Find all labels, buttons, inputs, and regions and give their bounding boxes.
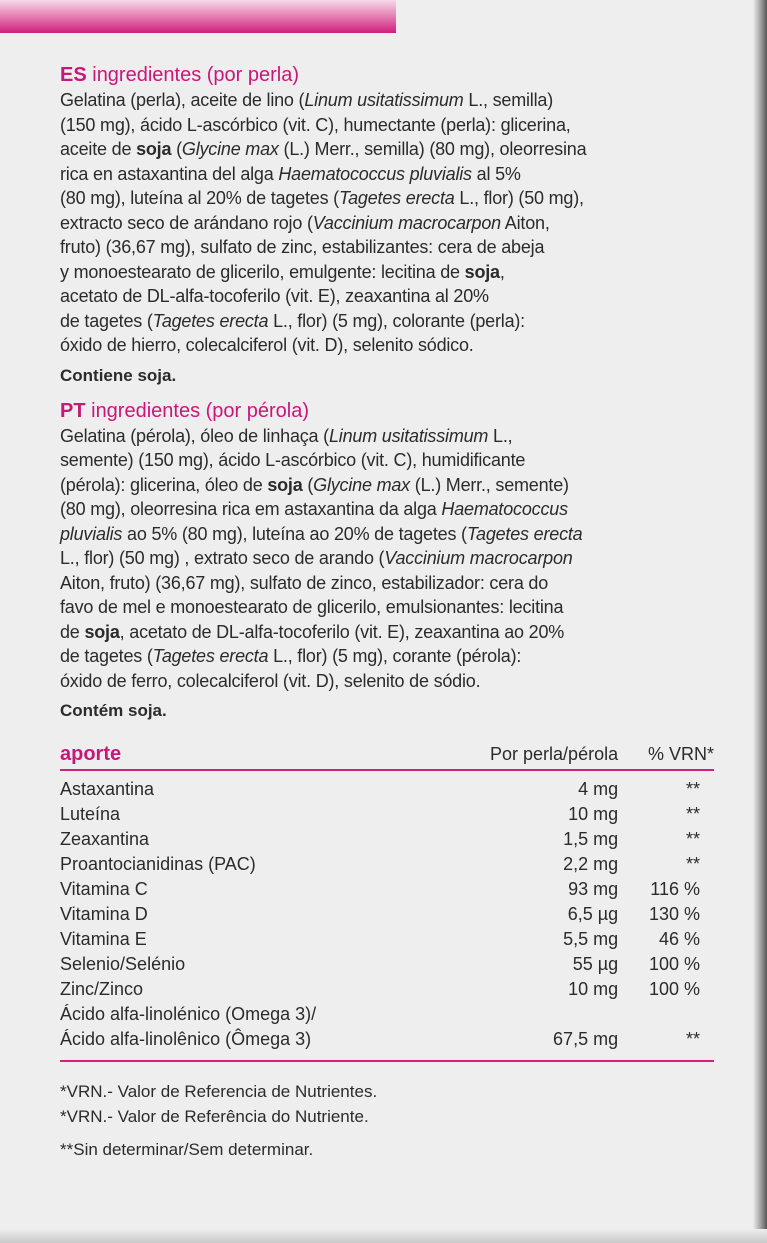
latin-name: Glycine max (313, 474, 410, 495)
ingredients-pt-text (60, 424, 720, 694)
package-edge-shadow (753, 0, 767, 1243)
ingredient-line (60, 333, 720, 358)
ingredient-line (60, 309, 720, 334)
ingredients-pt (60, 398, 720, 724)
amount-cell: 5,5 mg (563, 929, 619, 949)
text-segment: (150 mg), ácido L-ascórbico (vit. C), humectante (perla): glicerina, (60, 114, 571, 135)
nutrient-cell: Ácido alfa-linolénico (Omega 3)/ (60, 1004, 317, 1024)
text-segment: acetato de DL-alfa-tocoferilo (vit. E), zeaxantina al 20% (60, 286, 489, 306)
text-segment: , (499, 261, 505, 282)
ingredients-pt-heading (60, 398, 720, 424)
ingredient-line (60, 595, 720, 620)
text-segment: L., (488, 425, 513, 446)
header-per-pearl: Por perla/pérola (432, 743, 618, 770)
ingredient-line (60, 424, 720, 449)
table-row (60, 770, 714, 802)
nutrient-cell: Zeaxantina (60, 829, 150, 849)
amount-cell: 67,5 mg (432, 1027, 618, 1061)
text-segment: al 5% (471, 163, 521, 184)
header-color-band (0, 0, 396, 33)
ingredient-line (60, 497, 720, 522)
text-segment: óxido de hierro, colecalciferol (vit. D), selenito sódico. (60, 335, 474, 355)
footnote-undetermined: **Sin determinar/Sem determinar. (60, 1140, 314, 1159)
ingredient-line (60, 137, 720, 162)
text-segment: semente) (150 mg), ácido L-ascórbico (vit. C), humidificante (60, 450, 526, 470)
ingredient-line (60, 260, 720, 285)
language-code: PT (60, 399, 86, 422)
nutrient-cell: Luteína (60, 804, 121, 824)
footnote-vrn-es: *VRN.- Valor de Referencia de Nutrientes. (60, 1082, 378, 1101)
text-segment: ao 5% (80 mg), luteína ao 20% de tagetes ( (122, 523, 467, 544)
text-segment: aceite de (60, 139, 137, 159)
ingredient-line (60, 113, 720, 138)
vrn-cell: ** (685, 854, 700, 874)
nutrient-cell: Astaxantina (60, 779, 155, 799)
allergen: soja (136, 139, 172, 159)
nutrient-cell: Zinc/Zinco (60, 979, 144, 999)
vrn-cell: 100 % (648, 954, 700, 974)
nutrition-table (60, 743, 714, 1062)
vrn-cell: ** (618, 1027, 714, 1061)
text-segment: Aiton, (500, 212, 550, 233)
ingredient-line (60, 186, 720, 211)
table-row (60, 902, 714, 927)
table-header-row (60, 743, 714, 770)
allergen: soja (464, 261, 500, 282)
ingredient-line (60, 522, 720, 547)
ingredient-line (60, 448, 720, 473)
latin-name: Haematococcus (441, 499, 568, 519)
latin-name: Linum usitatissimum (328, 425, 489, 446)
text-segment: óxido de ferro, colecalciferol (vit. D), selenito de sódio. (60, 670, 481, 691)
amount-cell (432, 1002, 618, 1027)
text-segment: L., semilla) (463, 90, 554, 110)
vrn-cell: 46 % (658, 929, 700, 949)
heading-text: ingredientes (por pérola) (85, 399, 310, 422)
ingredient-line (60, 571, 720, 596)
vrn-cell: ** (685, 779, 700, 799)
text-segment: L., flor) (50 mg) , extrato seco de arando ( (60, 548, 385, 568)
text-segment: Gelatina (perla), aceite de lino ( (60, 90, 305, 110)
latin-name: Vaccinium macrocarpon (312, 212, 501, 233)
latin-name: Tagetes erecta (152, 646, 269, 666)
ingredient-line (60, 473, 720, 498)
nutrient-cell: Proantocianidinas (PAC) (60, 854, 256, 874)
vrn-cell: ** (685, 804, 700, 824)
vrn-cell: 130 % (648, 904, 700, 924)
ingredient-line (60, 546, 720, 571)
text-segment: de tagetes ( (60, 646, 153, 666)
latin-name: Tagetes erecta (466, 523, 583, 544)
table-row (60, 877, 714, 902)
ingredient-line (60, 211, 720, 236)
latin-name: Vaccinium macrocarpon (384, 548, 573, 568)
text-segment: fruto) (36,67 mg), sulfato de zinc, estabilizantes: cera de abeja (60, 237, 545, 257)
footnotes (60, 1079, 720, 1162)
amount-cell: 2,2 mg (563, 854, 619, 874)
allergen: soja (267, 474, 303, 495)
table-row (60, 952, 714, 977)
allergen-statement-es: Contiene soja. (60, 365, 177, 385)
allergen: soja (84, 621, 120, 642)
nutrient-cell: Ácido alfa-linolênico (Ômega 3) (60, 1027, 432, 1061)
table-row (60, 977, 714, 1002)
text-segment: (L.) Merr., semente) (409, 474, 569, 495)
text-segment: L., flor) (5 mg), colorante (perla): (268, 310, 525, 331)
text-segment: L., flor) (5 mg), corante (pérola): (268, 646, 522, 666)
ingredients-es (60, 62, 720, 388)
text-segment: rica en astaxantina del alga (60, 163, 279, 184)
text-segment: y monoestearato de glicerilo, emulgente: lecitina de (60, 261, 465, 282)
amount-cell: 10 mg (568, 804, 619, 824)
package-bottom-shadow (0, 1229, 767, 1243)
latin-name: pluvialis (60, 523, 123, 544)
text-segment: Aiton, fruto) (36,67 mg), sulfato de zinco, estabilizador: cera do (60, 572, 549, 593)
text-segment: ( (171, 139, 182, 159)
header-aporte: aporte (60, 743, 432, 770)
amount-cell: 6,5 µg (567, 904, 619, 924)
amount-cell: 55 µg (572, 954, 619, 974)
latin-name: Linum usitatissimum (304, 90, 464, 110)
amount-cell: 93 mg (568, 879, 619, 899)
text-segment: (pérola): glicerina, óleo de (60, 474, 268, 495)
amount-cell: 4 mg (578, 779, 619, 799)
nutrient-cell: Selenio/Selénio (60, 954, 186, 974)
latin-name: Tagetes erecta (152, 310, 269, 331)
text-segment: extracto seco de arándano rojo ( (60, 212, 313, 233)
ingredient-line (60, 644, 720, 669)
amount-cell: 10 mg (568, 979, 619, 999)
text-segment: (80 mg), luteína al 20% de tagetes ( (60, 188, 339, 208)
vrn-cell: 116 % (650, 879, 700, 899)
label-content (60, 62, 720, 1162)
ingredient-line (60, 235, 720, 260)
text-segment: (80 mg), oleorresina rica em astaxantina da alga (60, 499, 442, 519)
ingredients-es-heading (60, 62, 720, 88)
vrn-cell: ** (685, 829, 700, 849)
latin-name: Haematococcus pluvialis (278, 163, 472, 184)
text-segment: de (60, 621, 85, 642)
nutrient-cell: Vitamina C (60, 879, 148, 899)
latin-name: Tagetes erecta (338, 188, 455, 208)
text-segment: , acetato de DL-alfa-tocoferilo (vit. E), zeaxantina ao 20% (119, 621, 565, 642)
table-row (60, 852, 714, 877)
latin-name: Glycine max (181, 139, 279, 159)
ingredient-line (60, 669, 720, 694)
text-segment: L., flor) (50 mg), (454, 188, 584, 208)
vrn-cell: 100 % (648, 979, 700, 999)
table-row (60, 802, 714, 827)
text-segment: ( (302, 474, 314, 495)
vrn-cell (618, 1002, 714, 1027)
text-segment: Gelatina (pérola), óleo de linhaça ( (60, 425, 329, 446)
text-segment: (L.) Merr., semilla) (80 mg), oleorresina (278, 139, 587, 159)
ingredient-line (60, 162, 720, 187)
table-row (60, 1002, 714, 1027)
ingredient-line (60, 284, 720, 309)
text-segment: de tagetes ( (60, 310, 153, 331)
nutrient-cell: Vitamina E (60, 929, 147, 949)
ingredient-line (60, 620, 720, 645)
heading-text: ingredientes (por perla) (86, 64, 300, 86)
table-row (60, 827, 714, 852)
table-row (60, 1027, 714, 1061)
language-code: ES (60, 64, 87, 86)
nutrient-cell: Vitamina D (60, 904, 148, 924)
allergen-statement-pt: Contém soja. (60, 701, 167, 720)
text-segment: favo de mel e monoestearato de glicerilo, emulsionantes: lecitina (60, 597, 564, 617)
header-vrn: % VRN* (618, 743, 714, 770)
table-row (60, 927, 714, 952)
ingredient-line (60, 88, 720, 113)
footnote-vrn-pt: *VRN.- Valor de Referência do Nutriente. (60, 1107, 369, 1126)
amount-cell: 1,5 mg (563, 829, 619, 849)
ingredients-es-text (60, 88, 720, 358)
